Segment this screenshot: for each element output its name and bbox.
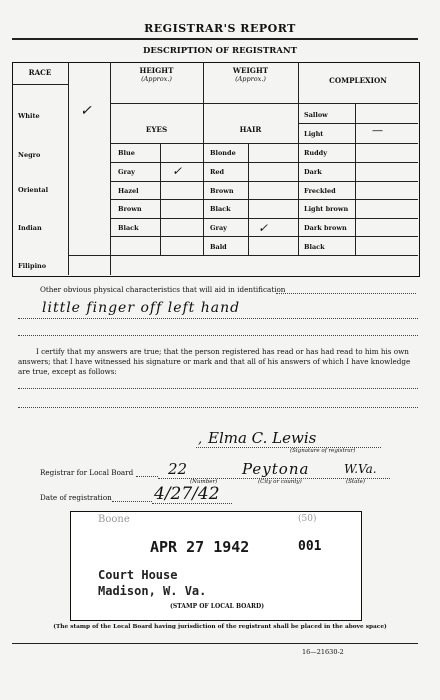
board-number: 22 [168, 460, 188, 478]
eyes-row-line [110, 199, 298, 200]
complexion-black: Black [304, 243, 325, 251]
stamp-serial: 001 [298, 539, 322, 554]
height-sub: (Approx.) [141, 75, 172, 83]
date-label: Date of registration [40, 493, 112, 502]
physical-prompt-line [276, 293, 416, 294]
board-state: W.Va. [344, 462, 377, 476]
eyes-row-line [110, 162, 298, 163]
complexion-dark: Dark [304, 168, 322, 176]
physical-line-2 [18, 335, 418, 336]
eyes-blue: Blue [118, 149, 135, 157]
eyes-gray: Gray [118, 168, 135, 176]
section-title: DESCRIPTION OF REGISTRANT [142, 46, 297, 56]
complexion-check-mark: — [372, 124, 383, 137]
registrar-signature: Elma C. Lewis [208, 429, 317, 447]
date-label-line [112, 501, 152, 502]
eyes-hazel: Hazel [118, 187, 139, 195]
race-oriental: Oriental [18, 186, 49, 194]
grid-hline [110, 103, 418, 104]
grid-vline [110, 62, 111, 275]
race-header: RACE [28, 68, 52, 77]
race-negro: Negro [18, 151, 41, 159]
hair-check-mark: ✓ [258, 221, 269, 235]
grid-vline [355, 103, 356, 255]
title-underline [12, 38, 418, 40]
certify-text: I certify that my answers are true; that the person registered has read or has had read to him his own answers; that I have witnessed his signature or mark and that all of his answers of which I have knowledge are true, except as follows: [18, 347, 411, 376]
physical-value: little finger off left hand [42, 300, 241, 316]
stamp-top-left: Boone [98, 514, 130, 525]
state-caption: (State) [346, 479, 366, 485]
stamp-note: (The stamp of the Local Board having jurisdiction of the registrant shall be placed in the above space) [53, 624, 387, 630]
eyes-black: Black [118, 224, 139, 232]
certify-line [18, 388, 418, 389]
hair-header: HAIR [239, 125, 262, 134]
report-title: REGISTRAR'S REPORT [144, 22, 296, 35]
complexion-freckled: Freckled [304, 187, 336, 195]
complexion-light-brown: Light brown [304, 205, 349, 213]
height-header: HEIGHT [139, 66, 174, 75]
complexion-ruddy: Ruddy [304, 149, 327, 157]
registrar-label: Registrar for Local Board [40, 468, 134, 477]
hair-gray: Gray [210, 224, 227, 232]
eyes-brown: Brown [118, 205, 142, 213]
registrar-label-line [136, 476, 158, 477]
stamp-caption: (STAMP OF LOCAL BOARD) [170, 603, 265, 610]
physical-line [18, 318, 418, 319]
complexion-dark-brown: Dark brown [304, 224, 347, 232]
hair-black: Black [210, 205, 231, 213]
complexion-row-line [298, 123, 418, 124]
signature-comma: , [198, 432, 203, 447]
race-indian: Indian [18, 224, 42, 232]
date-value: 4/27/42 [154, 484, 220, 504]
form-number: 16—21630-2 [302, 648, 344, 656]
stamp-top-right: (50) [298, 514, 317, 524]
hair-bald: Bald [210, 243, 227, 251]
complexion-row-line [298, 218, 418, 219]
grid-vline [203, 62, 204, 255]
stamp-line2: Madison, W. Va. [98, 584, 207, 598]
hair-red: Red [210, 168, 225, 176]
certify-line-2 [18, 407, 418, 408]
complexion-row-line [298, 143, 418, 144]
weight-sub: (Approx.) [235, 75, 266, 83]
stamp-line1: Court House [98, 568, 178, 582]
grid-vline [298, 62, 299, 255]
date-line [152, 503, 232, 504]
grid-hline [68, 255, 418, 256]
stamp-date: APR 27 1942 [150, 538, 250, 556]
race-check-mark: ✓ [80, 103, 92, 119]
complexion-sallow: Sallow [304, 111, 328, 119]
eyes-row-line [110, 218, 298, 219]
complexion-row-line [298, 236, 418, 237]
signature-caption: (Signature of registrar) [290, 448, 356, 454]
race-filipino: Filipino [18, 262, 47, 270]
eyes-header: EYES [145, 125, 168, 134]
eyes-row-line [110, 181, 298, 182]
physical-prompt: Other obvious physical characteristics that will aid in identification [40, 285, 286, 294]
city-caption: (City or county) [258, 479, 302, 485]
hair-brown: Brown [210, 187, 234, 195]
board-city: Peytona [242, 460, 310, 478]
grid-vline [68, 62, 69, 275]
footer-rule [12, 643, 418, 644]
complexion-light: Light [304, 130, 324, 138]
complexion-row-line [298, 199, 418, 200]
grid-hline [12, 84, 68, 85]
grid-hline [110, 143, 298, 144]
weight-header: WEIGHT [232, 66, 269, 75]
hair-blonde: Blonde [210, 149, 236, 157]
complexion-row-line [298, 162, 418, 163]
number-caption: (Number) [190, 479, 218, 485]
eyes-check-mark: ✓ [172, 164, 183, 178]
complexion-row-line [298, 181, 418, 182]
race-white: White [18, 112, 40, 120]
eyes-row-line [110, 236, 298, 237]
complexion-header: COMPLEXION [329, 76, 387, 85]
